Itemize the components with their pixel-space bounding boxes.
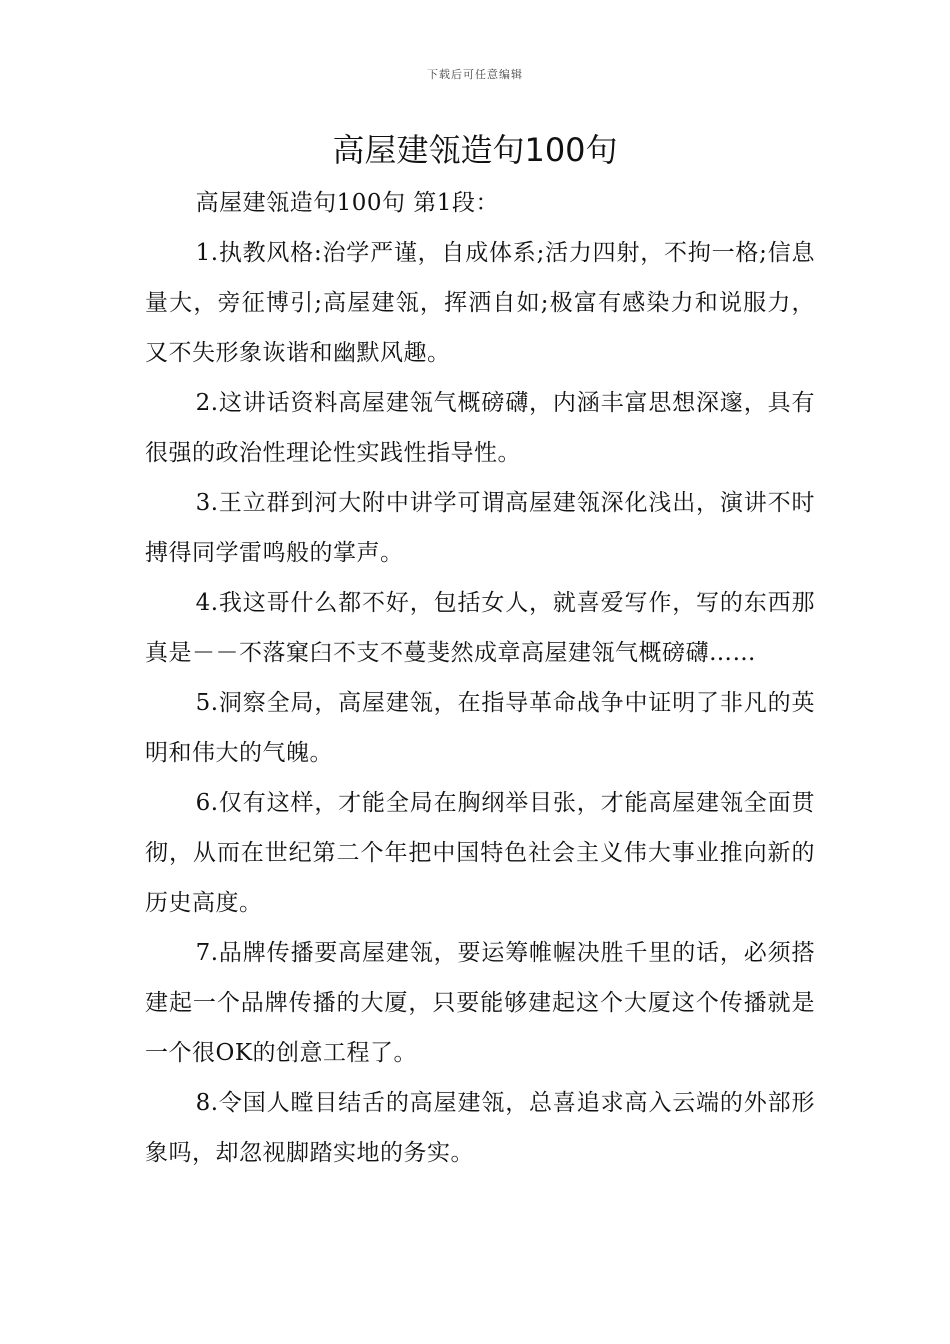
document-body [145, 178, 815, 1178]
document-title: 高屋建瓴造句100句 [332, 131, 618, 169]
sentence-paragraph-1: 1.执教风格:治学严谨，自成体系;活力四射，不拘一格;信息量大，旁征博引;高屋建瓴，挥洒自如;极富有感染力和说服力，又不失形象诙谐和幽默风趣。 [145, 240, 815, 366]
sentence-paragraph-4: 4.我这哥什么都不好，包括女人，就喜爱写作，写的东西那真是－－不落窠臼不支不蔓斐然成章高屋建瓴气概磅礴…… [145, 590, 815, 666]
sentence-paragraph-5: 5.洞察全局，高屋建瓴，在指导革命战争中证明了非凡的英明和伟大的气魄。 [145, 690, 815, 766]
section-heading: 高屋建瓴造句100句 第1段： [195, 190, 499, 216]
sentence-paragraph-7: 7.品牌传播要高屋建瓴，要运筹帷幄决胜千里的话，必须搭建起一个品牌传播的大厦，只要能够建起这个大厦这个传播就是一个很OK的创意工程了。 [145, 940, 815, 1066]
sentence-paragraph-2: 2.这讲话资料高屋建瓴气概磅礴，内涵丰富思想深邃，具有很强的政治性理论性实践性指导性。 [145, 390, 815, 466]
header-note: 下载后可任意编辑 [427, 68, 523, 81]
sentence-paragraph-6: 6.仅有这样，才能全局在胸纲举目张，才能高屋建瓴全面贯彻，从而在世纪第二个年把中国特色社会主义伟大事业推向新的历史高度。 [145, 790, 815, 916]
sentence-paragraph-3: 3.王立群到河大附中讲学可谓高屋建瓴深化浅出，演讲不时搏得同学雷鸣般的掌声。 [145, 490, 815, 566]
sentence-paragraph-8: 8.令国人瞠目结舌的高屋建瓴，总喜追求高入云端的外部形象吗，却忽视脚踏实地的务实。 [145, 1090, 815, 1166]
